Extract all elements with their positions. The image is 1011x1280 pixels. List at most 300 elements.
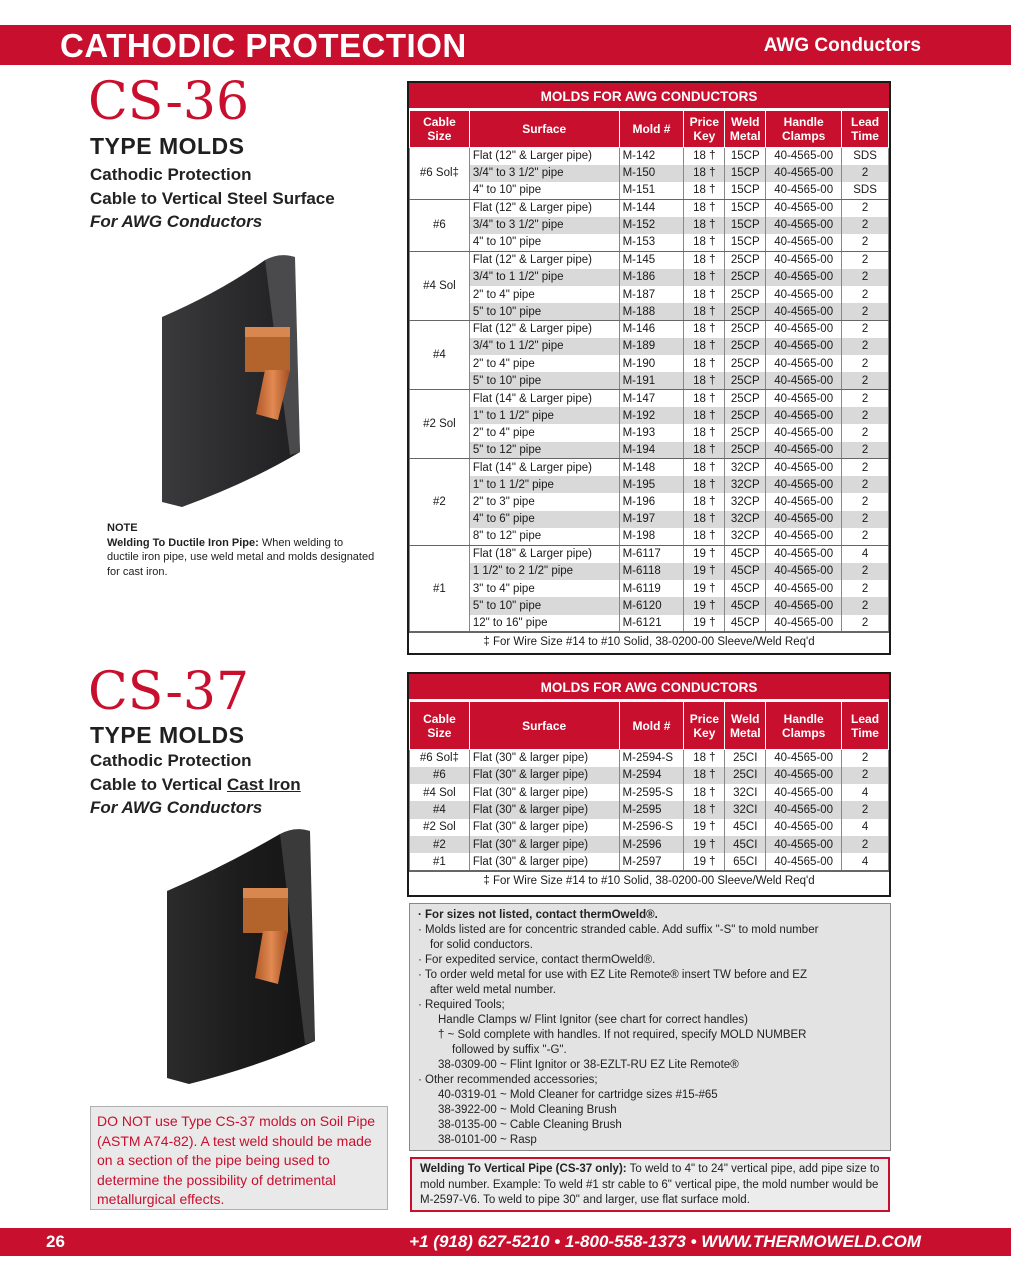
weld-metal-cell: 45CP — [725, 580, 766, 597]
col-cable-size: Cable Size — [410, 111, 470, 148]
lead-time-cell: 2 — [842, 286, 889, 303]
price-key-cell: 18 † — [684, 424, 725, 441]
handle-clamps-cell: 40-4565-00 — [766, 182, 842, 199]
surface-cell: 5" to 10" pipe — [469, 597, 619, 614]
price-key-cell: 18 † — [684, 269, 725, 286]
surface-cell: 2" to 4" pipe — [469, 286, 619, 303]
mold-number-cell: M-188 — [619, 303, 684, 320]
lead-time-cell: 2 — [842, 476, 889, 493]
note-heading: NOTE — [107, 522, 138, 534]
handle-clamps-cell: 40-4565-00 — [766, 199, 842, 216]
lead-time-cell: 2 — [842, 165, 889, 182]
col-lead-time: Lead Time — [842, 111, 889, 148]
handle-clamps-cell: 40-4565-00 — [766, 597, 842, 614]
price-key-cell: 18 † — [684, 217, 725, 234]
notes-line: · For sizes not listed, contact thermOweld®. — [418, 909, 658, 921]
col-price-key: Price Key — [684, 111, 725, 148]
weld-metal-cell: 15CP — [725, 199, 766, 216]
cable-size-cell: #1 — [410, 853, 470, 870]
mold-number-cell: M-2595 — [619, 801, 684, 818]
handle-clamps-cell: 40-4565-00 — [766, 767, 842, 784]
mold-number-cell: M-198 — [619, 528, 684, 545]
cable-size-cell: #2 Sol — [410, 390, 470, 459]
cs37-line-2b: Cast Iron — [227, 775, 301, 794]
weld-metal-cell: 25CP — [725, 303, 766, 320]
handle-clamps-cell: 40-4565-00 — [766, 217, 842, 234]
weld-metal-cell: 25CP — [725, 286, 766, 303]
handle-clamps-cell: 40-4565-00 — [766, 234, 842, 251]
surface-cell: Flat (30" & larger pipe) — [469, 750, 619, 767]
contact-line: +1 (918) 627-5210 • 1-800-558-1373 • WWW.THERMOWELD.COM — [409, 1232, 921, 1251]
mold-number-cell: M-6117 — [619, 545, 684, 562]
lead-time-cell: 2 — [842, 269, 889, 286]
weld-metal-cell: 15CP — [725, 148, 766, 165]
cs37-footnote: ‡ For Wire Size #14 to #10 Solid, 38-0200-00 Sleeve/Weld Req'd — [409, 871, 889, 890]
surface-cell: 3/4" to 1 1/2" pipe — [469, 269, 619, 286]
mold-number-cell: M-2596 — [619, 836, 684, 853]
vertical-pipe-note — [410, 1157, 890, 1212]
lead-time-cell: 2 — [842, 320, 889, 337]
table-row — [410, 182, 889, 199]
table-row — [410, 424, 889, 441]
cs36-molds-table — [409, 110, 889, 632]
price-key-cell: 19 † — [684, 545, 725, 562]
table-row — [410, 784, 889, 801]
price-key-cell: 18 † — [684, 165, 725, 182]
weld-metal-cell: 25CP — [725, 442, 766, 459]
mold-number-cell: M-152 — [619, 217, 684, 234]
weld-metal-cell: 25CP — [725, 372, 766, 389]
price-key-cell: 19 † — [684, 853, 725, 870]
cable-size-cell: #4 — [410, 801, 470, 818]
handle-clamps-cell: 40-4565-00 — [766, 424, 842, 441]
cs37-line-2 — [90, 775, 301, 795]
cs37-line-3: For AWG Conductors — [90, 798, 263, 817]
mold-number-cell: M-197 — [619, 511, 684, 528]
mold-number-cell: M-150 — [619, 165, 684, 182]
cs37-line-2a: Cable to Vertical — [90, 775, 227, 794]
surface-cell: 1" to 1 1/2" pipe — [469, 476, 619, 493]
notes-line: · Other recommended accessories; — [418, 1074, 598, 1086]
notes-line: · For expedited service, contact thermOweld®. — [418, 954, 656, 966]
notes-line: † ~ Sold complete with handles. If not required, specify MOLD NUMBER — [438, 1029, 807, 1041]
weld-metal-cell: 32CP — [725, 528, 766, 545]
surface-cell: 5" to 10" pipe — [469, 303, 619, 320]
mold-number-cell: M-196 — [619, 493, 684, 510]
handle-clamps-cell: 40-4565-00 — [766, 459, 842, 476]
mold-number-cell: M-142 — [619, 148, 684, 165]
table-row — [410, 251, 889, 268]
surface-cell: Flat (30" & larger pipe) — [469, 836, 619, 853]
surface-cell: Flat (30" & larger pipe) — [469, 767, 619, 784]
handle-clamps-cell: 40-4565-00 — [766, 493, 842, 510]
lead-time-cell: 4 — [842, 819, 889, 836]
cs36-table-body — [410, 148, 889, 632]
price-key-cell: 19 † — [684, 563, 725, 580]
cs36-model-title: CS-36 — [88, 72, 250, 132]
weld-metal-cell: 25CP — [725, 407, 766, 424]
notes-line: for solid conductors. — [430, 939, 533, 951]
table-row — [410, 580, 889, 597]
notes-line: 38-3922-00 ~ Mold Cleaning Brush — [438, 1104, 617, 1116]
cable-size-cell: #1 — [410, 545, 470, 631]
weld-metal-cell: 15CP — [725, 234, 766, 251]
table-row — [410, 407, 889, 424]
lead-time-cell: 2 — [842, 372, 889, 389]
table-row — [410, 442, 889, 459]
col-price-key: Price Key — [684, 702, 725, 750]
mold-number-cell: M-2596-S — [619, 819, 684, 836]
weld-metal-cell: 25CP — [725, 251, 766, 268]
mold-number-cell: M-147 — [619, 390, 684, 407]
surface-cell: Flat (12" & Larger pipe) — [469, 148, 619, 165]
page-number: 26 — [46, 1232, 65, 1251]
notes-line: 40-0319-01 ~ Mold Cleaner for cartridge sizes #15-#65 — [438, 1089, 718, 1101]
surface-cell: Flat (30" & larger pipe) — [469, 784, 619, 801]
handle-clamps-cell: 40-4565-00 — [766, 750, 842, 767]
price-key-cell: 19 † — [684, 819, 725, 836]
handle-clamps-cell: 40-4565-00 — [766, 320, 842, 337]
price-key-cell: 18 † — [684, 493, 725, 510]
weld-metal-cell: 45CP — [725, 563, 766, 580]
weld-metal-cell: 25CP — [725, 390, 766, 407]
surface-cell: Flat (30" & larger pipe) — [469, 853, 619, 870]
col-cable-size: Cable Size — [410, 702, 470, 750]
handle-clamps-cell: 40-4565-00 — [766, 836, 842, 853]
lead-time-cell: 2 — [842, 750, 889, 767]
notes-line: followed by suffix "-G". — [452, 1044, 567, 1056]
weld-metal-cell: 25CP — [725, 269, 766, 286]
handle-clamps-cell: 40-4565-00 — [766, 251, 842, 268]
handle-clamps-cell: 40-4565-00 — [766, 615, 842, 632]
weld-metal-cell: 15CP — [725, 217, 766, 234]
table-row — [410, 493, 889, 510]
price-key-cell: 18 † — [684, 407, 725, 424]
weld-metal-cell: 32CI — [725, 801, 766, 818]
table-row — [410, 286, 889, 303]
handle-clamps-cell: 40-4565-00 — [766, 528, 842, 545]
weld-metal-cell: 25CI — [725, 767, 766, 784]
price-key-cell: 19 † — [684, 597, 725, 614]
mold-number-cell: M-191 — [619, 372, 684, 389]
col-handle-clamps: Handle Clamps — [766, 111, 842, 148]
weld-metal-cell: 32CP — [725, 493, 766, 510]
cable-size-cell: #4 Sol — [410, 784, 470, 801]
cable-size-cell: #2 Sol — [410, 819, 470, 836]
lead-time-cell: 2 — [842, 580, 889, 597]
lead-time-cell: 2 — [842, 303, 889, 320]
price-key-cell: 18 † — [684, 251, 725, 268]
mold-number-cell: M-190 — [619, 355, 684, 372]
surface-cell: Flat (18" & Larger pipe) — [469, 545, 619, 562]
cable-size-cell: #2 — [410, 459, 470, 545]
table-row — [410, 476, 889, 493]
cs37-molds-table — [409, 701, 889, 871]
cs37-line-1: Cathodic Protection — [90, 751, 252, 770]
page-title: CATHODIC PROTECTION — [60, 27, 467, 64]
surface-cell: 2" to 4" pipe — [469, 355, 619, 372]
table-row — [410, 355, 889, 372]
weld-metal-cell: 32CI — [725, 784, 766, 801]
weld-metal-cell: 15CP — [725, 182, 766, 199]
handle-clamps-cell: 40-4565-00 — [766, 286, 842, 303]
price-key-cell: 18 † — [684, 234, 725, 251]
price-key-cell: 19 † — [684, 580, 725, 597]
weld-metal-cell: 32CP — [725, 476, 766, 493]
weld-metal-cell: 45CI — [725, 819, 766, 836]
table-row — [410, 459, 889, 476]
surface-cell: 8" to 12" pipe — [469, 528, 619, 545]
mold-number-cell: M-145 — [619, 251, 684, 268]
table-row — [410, 390, 889, 407]
lead-time-cell: SDS — [842, 148, 889, 165]
surface-cell: Flat (12" & Larger pipe) — [469, 199, 619, 216]
table-row — [410, 148, 889, 165]
cable-size-cell: #6 Sol‡ — [410, 148, 470, 200]
weld-metal-cell: 25CP — [725, 338, 766, 355]
table-row — [410, 853, 889, 870]
cs37-header-row — [410, 702, 889, 750]
handle-clamps-cell: 40-4565-00 — [766, 148, 842, 165]
lead-time-cell: 2 — [842, 199, 889, 216]
table-row — [410, 303, 889, 320]
table-row — [410, 269, 889, 286]
price-key-cell: 18 † — [684, 390, 725, 407]
handle-clamps-cell: 40-4565-00 — [766, 784, 842, 801]
col-weld-metal: Weld Metal — [725, 111, 766, 148]
cs36-mold-illustration — [160, 252, 310, 512]
weld-metal-cell: 45CI — [725, 836, 766, 853]
surface-cell: 4" to 6" pipe — [469, 511, 619, 528]
surface-cell: 5" to 10" pipe — [469, 372, 619, 389]
lead-time-cell: 2 — [842, 493, 889, 510]
handle-clamps-cell: 40-4565-00 — [766, 303, 842, 320]
lead-time-cell: 2 — [842, 528, 889, 545]
col-surface: Surface — [469, 111, 619, 148]
price-key-cell: 18 † — [684, 476, 725, 493]
lead-time-cell: 2 — [842, 801, 889, 818]
handle-clamps-cell: 40-4565-00 — [766, 338, 842, 355]
col-mold-number: Mold # — [619, 111, 684, 148]
price-key-cell: 18 † — [684, 767, 725, 784]
price-key-cell: 18 † — [684, 801, 725, 818]
cable-size-cell: #6 — [410, 199, 470, 251]
cable-size-cell: #6 Sol‡ — [410, 750, 470, 767]
cs36-footnote: ‡ For Wire Size #14 to #10 Solid, 38-0200-00 Sleeve/Weld Req'd — [409, 632, 889, 651]
mold-number-cell: M-189 — [619, 338, 684, 355]
lead-time-cell: SDS — [842, 182, 889, 199]
surface-cell: 1 1/2" to 2 1/2" pipe — [469, 563, 619, 580]
note-body-text: When welding to ductile iron pipe, use weld metal and molds designated for cast iron. — [107, 536, 375, 578]
mold-number-cell: M-151 — [619, 182, 684, 199]
table-row — [410, 199, 889, 216]
weld-metal-cell: 45CP — [725, 615, 766, 632]
weld-metal-cell: 32CP — [725, 511, 766, 528]
cs36-type-heading: TYPE MOLDS — [90, 133, 245, 159]
soil-pipe-warning: DO NOT use Type CS-37 molds on Soil Pipe (ASTM A74-82). A test weld should be made on a section of the pipe being used to determine the possibility of detrimental metallurgical effects. — [90, 1106, 388, 1210]
table-row — [410, 217, 889, 234]
cs36-molds-table-panel — [407, 81, 891, 655]
surface-cell: 4" to 10" pipe — [469, 234, 619, 251]
col-mold-number: Mold # — [619, 702, 684, 750]
lead-time-cell: 2 — [842, 251, 889, 268]
mold-number-cell: M-2595-S — [619, 784, 684, 801]
price-key-cell: 18 † — [684, 148, 725, 165]
notes-line: 38-0309-00 ~ Flint Ignitor or 38-EZLT-RU EZ Lite Remote® — [438, 1059, 739, 1071]
note-body-bold: Welding To Ductile Iron Pipe: — [107, 536, 259, 549]
weld-metal-cell: 65CI — [725, 853, 766, 870]
mold-number-cell: M-2597 — [619, 853, 684, 870]
mold-number-cell: M-2594-S — [619, 750, 684, 767]
lead-time-cell: 4 — [842, 545, 889, 562]
handle-clamps-cell: 40-4565-00 — [766, 563, 842, 580]
mold-number-cell: M-6119 — [619, 580, 684, 597]
notes-line: 38-0135-00 ~ Cable Cleaning Brush — [438, 1119, 622, 1131]
surface-cell: 1" to 1 1/2" pipe — [469, 407, 619, 424]
table-row — [410, 511, 889, 528]
surface-cell: Flat (14" & Larger pipe) — [469, 390, 619, 407]
price-key-cell: 18 † — [684, 199, 725, 216]
table-row — [410, 615, 889, 632]
surface-cell: Flat (12" & Larger pipe) — [469, 251, 619, 268]
lead-time-cell: 2 — [842, 563, 889, 580]
weld-metal-cell: 15CP — [725, 165, 766, 182]
mold-number-cell: M-186 — [619, 269, 684, 286]
table-row — [410, 165, 889, 182]
cs37-table-title: MOLDS FOR AWG CONDUCTORS — [409, 674, 889, 701]
cable-size-cell: #4 — [410, 320, 470, 389]
cs37-mold-illustration — [165, 826, 325, 1086]
handle-clamps-cell: 40-4565-00 — [766, 355, 842, 372]
table-row — [410, 563, 889, 580]
surface-cell: Flat (14" & Larger pipe) — [469, 459, 619, 476]
price-key-cell: 18 † — [684, 286, 725, 303]
table-row — [410, 338, 889, 355]
weld-metal-cell: 25CP — [725, 320, 766, 337]
weld-metal-cell: 32CP — [725, 459, 766, 476]
lead-time-cell: 2 — [842, 355, 889, 372]
handle-clamps-cell: 40-4565-00 — [766, 442, 842, 459]
weld-metal-cell: 25CP — [725, 424, 766, 441]
cs36-table-title: MOLDS FOR AWG CONDUCTORS — [409, 83, 889, 110]
surface-cell: 2" to 4" pipe — [469, 424, 619, 441]
cs37-model-title: CS-37 — [88, 662, 250, 722]
col-lead-time: Lead Time — [842, 702, 889, 750]
mold-number-cell: M-6121 — [619, 615, 684, 632]
price-key-cell: 18 † — [684, 511, 725, 528]
surface-cell: 3/4" to 3 1/2" pipe — [469, 165, 619, 182]
price-key-cell: 18 † — [684, 355, 725, 372]
lead-time-cell: 2 — [842, 217, 889, 234]
lead-time-cell: 2 — [842, 234, 889, 251]
cs36-note — [107, 521, 377, 579]
table-row — [410, 801, 889, 818]
lead-time-cell: 2 — [842, 511, 889, 528]
mold-number-cell: M-144 — [619, 199, 684, 216]
col-weld-metal: Weld Metal — [725, 702, 766, 750]
handle-clamps-cell: 40-4565-00 — [766, 165, 842, 182]
weld-metal-cell: 25CP — [725, 355, 766, 372]
surface-cell: Flat (30" & larger pipe) — [469, 819, 619, 836]
handle-clamps-cell: 40-4565-00 — [766, 819, 842, 836]
surface-cell: 3" to 4" pipe — [469, 580, 619, 597]
notes-line: · Molds listed are for concentric stranded cable. Add suffix "-S" to mold number — [418, 924, 819, 936]
lead-time-cell: 4 — [842, 784, 889, 801]
handle-clamps-cell: 40-4565-00 — [766, 801, 842, 818]
mold-number-cell: M-6120 — [619, 597, 684, 614]
table-row — [410, 767, 889, 784]
table-row — [410, 545, 889, 562]
vertical-pipe-note-text: To weld to 4" to 24" vertical pipe, add pipe size to mold number. Example: To weld #1 str cable to 6" vertical pipe, the mold number would be M-2597-V6. To weld to pipe 30" and larger, use flat surface mold. — [420, 1163, 880, 1206]
cs36-line-3: For AWG Conductors — [90, 212, 263, 231]
surface-cell: 5" to 12" pipe — [469, 442, 619, 459]
table-row — [410, 320, 889, 337]
mold-number-cell: M-6118 — [619, 563, 684, 580]
lead-time-cell: 2 — [842, 424, 889, 441]
notes-line: Handle Clamps w/ Flint Ignitor (see chart for correct handles) — [438, 1014, 748, 1026]
handle-clamps-cell: 40-4565-00 — [766, 407, 842, 424]
surface-cell: 4" to 10" pipe — [469, 182, 619, 199]
mold-number-cell: M-153 — [619, 234, 684, 251]
price-key-cell: 18 † — [684, 750, 725, 767]
mold-number-cell: M-194 — [619, 442, 684, 459]
table-row — [410, 528, 889, 545]
lead-time-cell: 2 — [842, 390, 889, 407]
mold-number-cell: M-187 — [619, 286, 684, 303]
price-key-cell: 18 † — [684, 372, 725, 389]
col-handle-clamps: Handle Clamps — [766, 702, 842, 750]
cs36-line-1: Cathodic Protection — [90, 165, 252, 184]
surface-cell: Flat (12" & Larger pipe) — [469, 320, 619, 337]
table-row — [410, 750, 889, 767]
weld-metal-cell: 45CP — [725, 545, 766, 562]
footer-bar — [0, 1228, 1011, 1256]
handle-clamps-cell: 40-4565-00 — [766, 853, 842, 870]
mold-number-cell: M-148 — [619, 459, 684, 476]
note-body — [107, 536, 377, 580]
handle-clamps-cell: 40-4565-00 — [766, 269, 842, 286]
price-key-cell: 18 † — [684, 442, 725, 459]
cs36-header-row — [410, 111, 889, 148]
lead-time-cell: 2 — [842, 459, 889, 476]
cable-size-cell: #6 — [410, 767, 470, 784]
handle-clamps-cell: 40-4565-00 — [766, 545, 842, 562]
price-key-cell: 18 † — [684, 320, 725, 337]
lead-time-cell: 2 — [842, 615, 889, 632]
price-key-cell: 18 † — [684, 182, 725, 199]
surface-cell: Flat (30" & larger pipe) — [469, 801, 619, 818]
vertical-pipe-note-bold: Welding To Vertical Pipe (CS-37 only): — [420, 1163, 627, 1175]
notes-line: · Required Tools; — [418, 999, 505, 1011]
mold-number-cell: M-2594 — [619, 767, 684, 784]
notes-line: · To order weld metal for use with EZ Lite Remote® insert TW before and EZ — [418, 969, 807, 981]
cs37-molds-table-panel — [407, 672, 891, 897]
table-row — [410, 234, 889, 251]
col-surface: Surface — [469, 702, 619, 750]
lead-time-cell: 2 — [842, 767, 889, 784]
cs36-line-2: Cable to Vertical Steel Surface — [90, 189, 335, 208]
lead-time-cell: 2 — [842, 338, 889, 355]
mold-number-cell: M-192 — [619, 407, 684, 424]
table-row — [410, 819, 889, 836]
ordering-notes — [409, 903, 891, 1151]
cable-size-cell: #4 Sol — [410, 251, 470, 320]
mold-number-cell: M-195 — [619, 476, 684, 493]
lead-time-cell: 2 — [842, 597, 889, 614]
handle-clamps-cell: 40-4565-00 — [766, 372, 842, 389]
page-subtitle: AWG Conductors — [763, 35, 921, 56]
table-row — [410, 372, 889, 389]
